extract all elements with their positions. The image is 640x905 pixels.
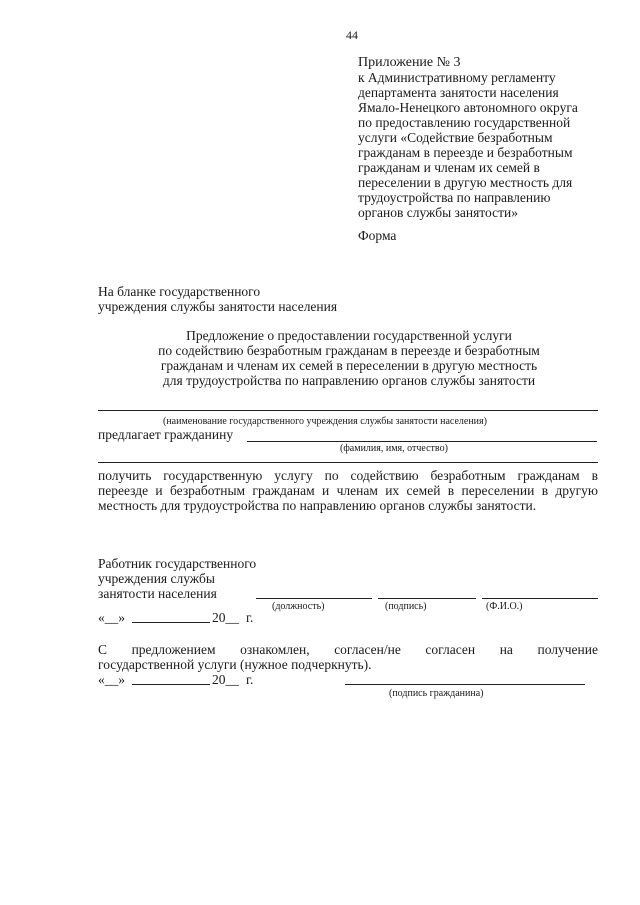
paragraph-line: переезде и безработным гражданам и членам их семей в переселении в другую bbox=[98, 483, 598, 498]
date-year: 20__ bbox=[212, 610, 239, 625]
fio-caption: (фамилия, имя, отчество) bbox=[340, 443, 448, 454]
appendix-line: к Административному регламенту bbox=[358, 70, 556, 85]
date-year: 20__ bbox=[212, 672, 239, 687]
paragraph-line: получить государственную услугу по содействию безработным гражданам в bbox=[98, 468, 598, 483]
title-line: для трудоустройства по направлению органов службы занятости bbox=[162, 373, 536, 388]
appendix-line: департамента занятости населения bbox=[358, 85, 559, 100]
worker-label: занятости населения bbox=[98, 586, 217, 601]
date-day: «__» bbox=[98, 610, 125, 625]
appendix-line: трудоустройства по направлению bbox=[358, 190, 551, 205]
citizen-signature-caption: (подпись гражданина) bbox=[389, 688, 484, 699]
citizen-name-line-2[interactable] bbox=[98, 462, 598, 463]
institution-caption: (наименование государственного учреждения службы занятости населения) bbox=[163, 416, 487, 427]
signature-caption: (подпись) bbox=[385, 601, 427, 612]
date-suffix: г. bbox=[246, 610, 254, 625]
worker-label: Работник государственного bbox=[98, 556, 257, 571]
appendix-line: гражданам и членам их семей в bbox=[358, 160, 540, 175]
page-number: 44 bbox=[346, 28, 358, 42]
signature-line[interactable] bbox=[378, 598, 476, 599]
date-month-line[interactable] bbox=[132, 684, 210, 685]
fio-caption-signature: (Ф.И.О.) bbox=[486, 601, 523, 612]
letterhead-line: учреждения службы занятости населения bbox=[98, 299, 338, 314]
appendix-line: услуги «Содействие безработным bbox=[358, 130, 553, 145]
position-caption: (должность) bbox=[272, 601, 325, 612]
appendix-line: Ямало-Ненецкого автономного округа bbox=[358, 100, 578, 115]
date-suffix: г. bbox=[246, 672, 254, 687]
title-line: Предложение о предоставлении государственной услуги bbox=[186, 328, 512, 343]
letterhead-line: На бланке государственного bbox=[98, 284, 261, 299]
appendix-title: Приложение № 3 bbox=[358, 55, 461, 70]
citizen-signature-line[interactable] bbox=[345, 684, 585, 685]
date-month-line[interactable] bbox=[132, 622, 210, 623]
institution-name-line[interactable] bbox=[98, 410, 598, 411]
title-line: по содействию безработным гражданам в переезде и безработным bbox=[158, 343, 540, 358]
appendix-line: органов службы занятости» bbox=[358, 205, 518, 220]
citizen-name-line[interactable] bbox=[247, 441, 597, 442]
position-line[interactable] bbox=[256, 598, 372, 599]
appendix-line: гражданам в переезде и безработным bbox=[358, 145, 573, 160]
acknowledgement-line: С предложением ознакомлен, согласен/не согласен на получение bbox=[98, 642, 598, 657]
appendix-line: переселении в другую местность для bbox=[358, 175, 573, 190]
offers-label: предлагает гражданину bbox=[98, 427, 234, 442]
title-line: гражданам и членам их семей в переселении в другую местность bbox=[160, 358, 538, 373]
date-day: «__» bbox=[98, 672, 125, 687]
acknowledgement-line: государственной услуги (нужное подчеркнуть). bbox=[98, 657, 372, 672]
worker-label: учреждения службы bbox=[98, 571, 215, 586]
fio-line[interactable] bbox=[482, 598, 598, 599]
form-label: Форма bbox=[358, 228, 397, 243]
appendix-line: по предоставлению государственной bbox=[358, 115, 571, 130]
paragraph-line: местность для трудоустройства по направлению органов службы занятости. bbox=[98, 498, 537, 513]
